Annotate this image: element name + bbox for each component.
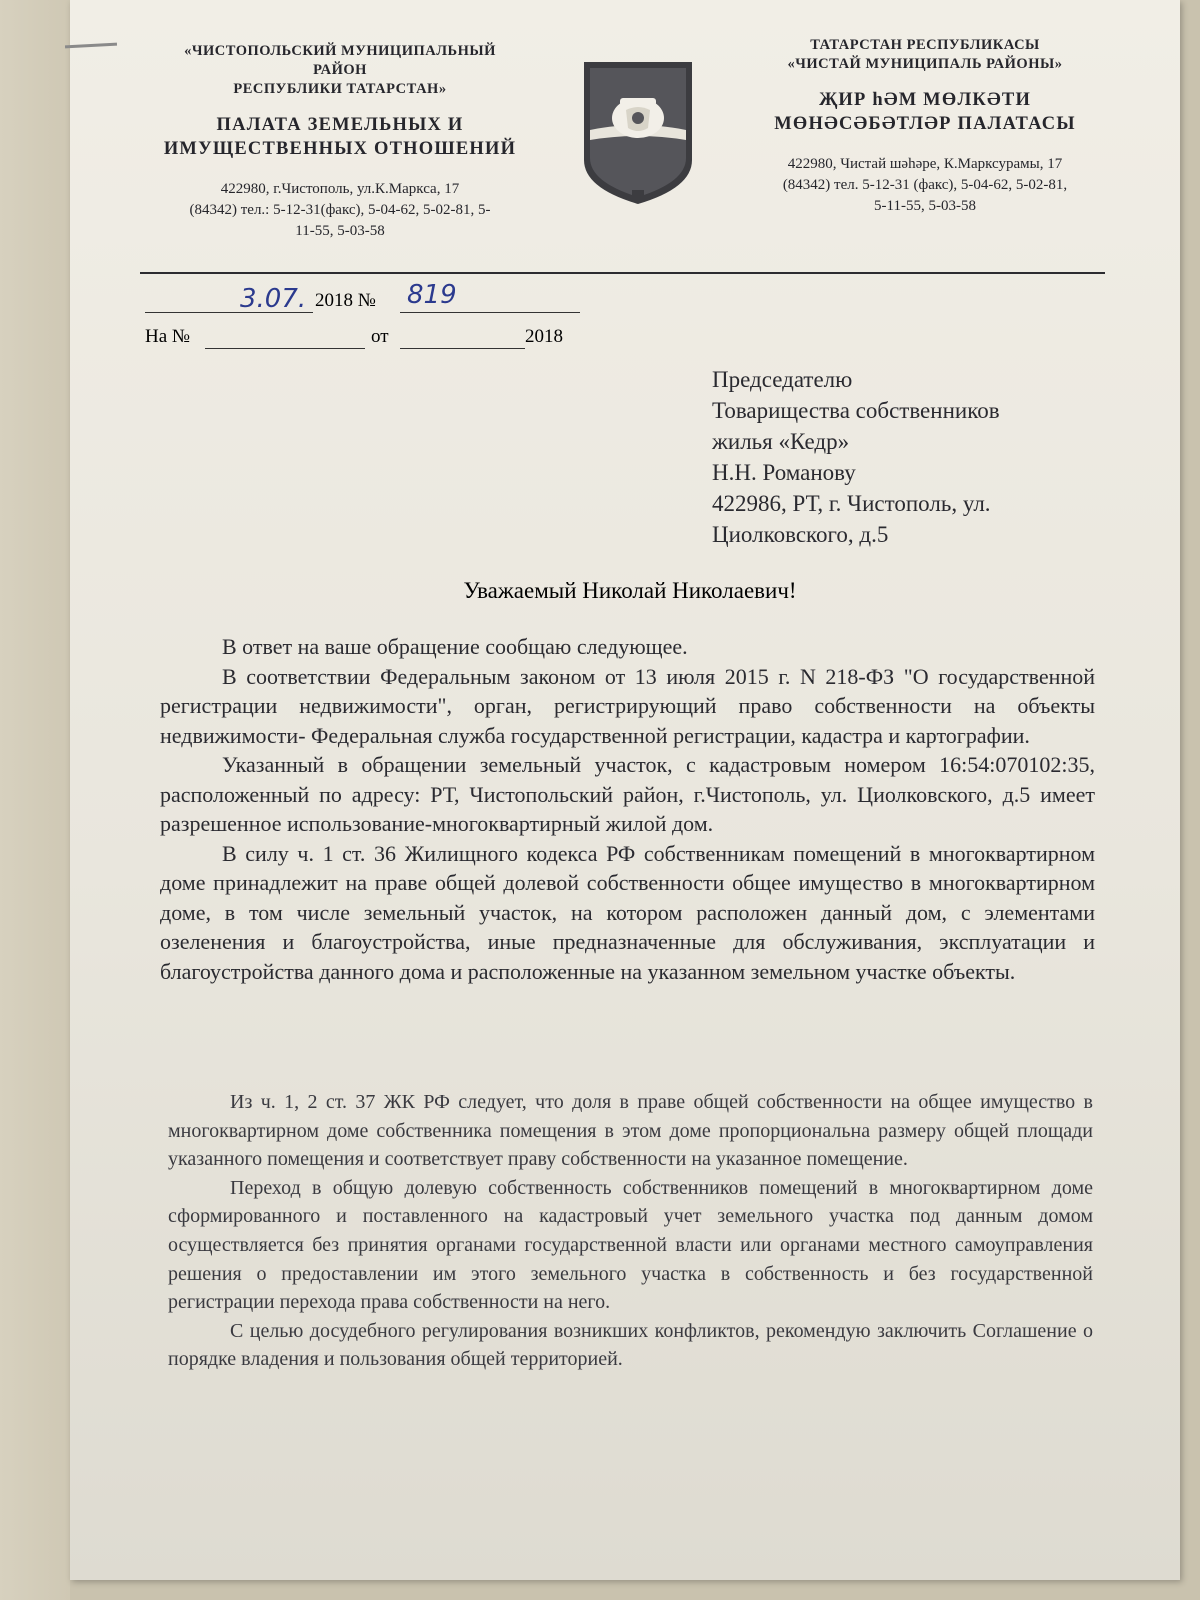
coat-of-arms-icon [582,60,694,206]
header-right [735,36,1115,217]
addressee-line: 422986, РТ, г. Чистополь, ул. [712,491,991,516]
ref-from-label: от [371,326,389,347]
address-line: 11-55, 5-03-58 [295,223,385,239]
department-line: ИМУЩЕСТВЕННЫХ ОТНОШЕНИЙ [163,139,517,159]
body-paragraph: Из ч. 1, 2 ст. 37 ЖК РФ следует, что доля в праве общей собственности на общее имущество в многоквартирном доме собственника помещения в этом доме пропорциональна размеру общей площади указанного помещения и соответствует праву собственности на указанное помещение. [168,1091,1093,1171]
header-left-line: «ЧИСТОПОЛЬСКИЙ МУНИЦИПАЛЬНЫЙ [184,43,496,59]
number-underline [400,312,580,313]
department-name-tt [735,88,1115,136]
department-line: ПАЛАТА ЗЕМЕЛЬНЫХ И [216,115,464,135]
body-paragraph: В ответ на ваше обращение сообщаю следующее. [222,634,688,659]
header-right-line: ТАТАРСТАН РЕСПУБЛИКАСЫ [810,37,1040,53]
letter-body-continued [168,1088,1093,1374]
body-paragraph: С целью досудебного регулирования возникших конфликтов, рекомендую заключить Соглашение о порядке владения и пользования общей территорией. [168,1319,1093,1371]
handwritten-date: 3.07. [240,284,307,314]
addressee-line: Н.Н. Романову [712,460,856,485]
department-name-ru [145,113,535,161]
header-left [145,42,535,242]
addressee-block [712,364,1112,550]
reference-line [145,326,585,356]
header-divider [140,272,1105,274]
header-right-line: «ЧИСТАЙ МУНИЦИПАЛЬ РАЙОНЫ» [787,56,1063,72]
handwritten-number: 819 [407,280,457,310]
department-line: ҖИР һӘМ МӨЛКӘТИ [818,90,1032,110]
addressee-line: Товарищества собственников [712,398,1000,423]
address-ru [145,179,535,242]
body-paragraph: Указанный в обращении земельный участок, с кадастровым номером 16:54:070102:35, расположенный по адресу: РТ, Чистопольский район, г.Чистополь, ул. Циолковского, д.5 имеет разрешенное использование-многоквартирный жилой дом. [160,752,1095,836]
body-paragraph: В силу ч. 1 ст. 36 Жилищного кодекса РФ собственникам помещений в многоквартирном доме принадлежит на праве общей долевой собственности общее имущество в многоквартирном доме, в том числе земельный участок, на котором расположен данный дом, с элементами озеленения и благоустройства, иные предназначенные для обслуживания, эксплуатации и благоустройства данного дома и расположенные на указанном земельном участке объекты. [160,840,1095,984]
background-wall [0,0,70,1600]
outgoing-date-line [145,280,585,320]
ref-date-underline [400,348,525,349]
letter-body [160,632,1095,986]
ref-number-underline [205,348,365,349]
ref-number-label: На № [145,326,191,347]
address-line: 422980, Чистай шәһәре, К.Марксурамы, 17 [787,156,1063,172]
header-left-line: РАЙОН [313,62,367,78]
address-line: (84342) тел.: 5-12-31(факс), 5-04-62, 5-02-81, 5- [189,202,491,218]
address-line: 422980, г.Чистополь, ул.К.Маркса, 17 [220,181,460,197]
department-line: МӨНӘСӘБӘТЛӘР ПАЛАТАСЫ [774,114,1076,134]
header-left-line: РЕСПУБЛИКИ ТАТАРСТАН» [233,81,447,97]
body-paragraph: Переход в общую долевую собственность собственников помещений в многоквартирном доме сформированного и поставленного на кадастровый учет земельного участка под данным домом осуществляется без принятия органами государственной власти или органами местного самоуправления решения о предоставлении им этого земельного участка в собственность и без государственной регистрации перехода права собственности на него. [168,1176,1093,1314]
addressee-line: Циолковского, д.5 [712,522,889,547]
salutation: Уважаемый Николай Николаевич! [463,578,797,603]
addressee-line: Председателю [712,367,853,392]
addressee-line: жилья «Кедр» [712,429,850,454]
ref-year: 2018 [525,326,563,347]
address-line: 5-11-55, 5-03-58 [874,198,976,214]
body-paragraph: В соответствии Федеральным законом от 13 июля 2015 г. N 218-ФЗ "О государственной регистрации недвижимости", орган, регистрирующий право собственности на объекты недвижимости- Федеральная служба государственной регистрации, кадастра и картографии. [160,663,1095,748]
year-number-label: 2018 № [315,290,376,311]
address-line: (84342) тел. 5-12-31 (факс), 5-04-62, 5-02-81, [782,177,1068,193]
address-tt [735,154,1115,217]
